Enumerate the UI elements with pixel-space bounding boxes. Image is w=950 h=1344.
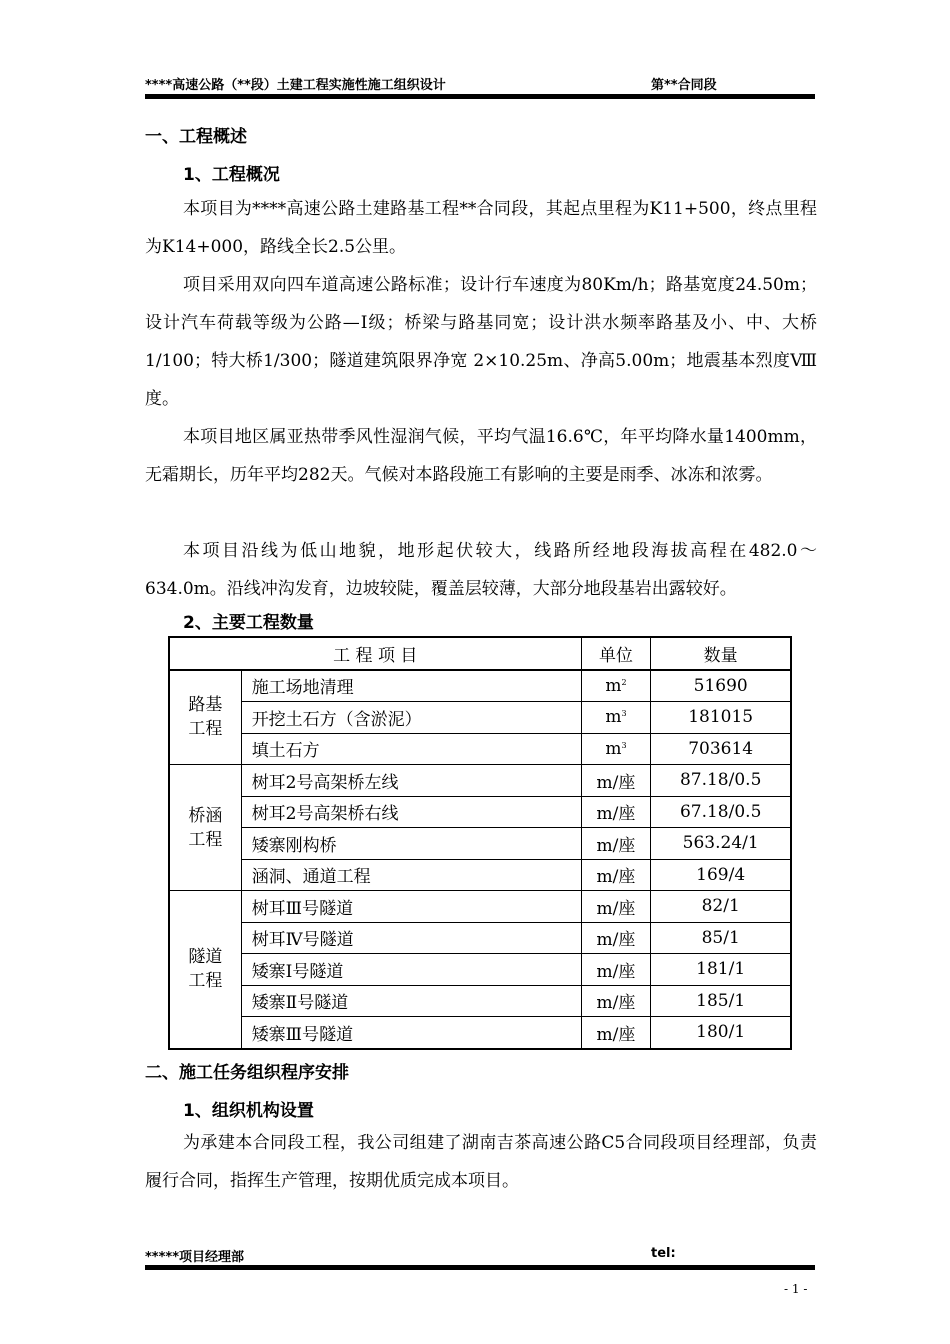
item-cell: 树耳2号高架桥右线 bbox=[241, 796, 581, 828]
section-heading-1: 一、工程概述 bbox=[145, 127, 247, 147]
quantity-cell: 51690 bbox=[651, 670, 791, 702]
subheading-overview: 1、工程概况 bbox=[183, 165, 280, 185]
subheading-organization: 1、组织机构设置 bbox=[183, 1101, 314, 1121]
unit-superscript: 3 bbox=[621, 740, 627, 750]
table-row bbox=[169, 796, 791, 828]
table-row bbox=[169, 1017, 791, 1049]
unit-text: m/座 bbox=[596, 993, 636, 1014]
unit-cell bbox=[581, 859, 651, 891]
category-cell: 路基 工程 bbox=[169, 670, 241, 765]
table-row bbox=[169, 702, 791, 734]
table-row bbox=[169, 922, 791, 954]
unit-text: m/座 bbox=[596, 1024, 636, 1045]
quantity-cell: 180/1 bbox=[651, 1017, 791, 1049]
unit-cell bbox=[581, 796, 651, 828]
unit-text: m/座 bbox=[596, 961, 636, 982]
unit-cell bbox=[581, 702, 651, 734]
header-title: ****高速公路（**段）土建工程实施性施工组织设计 bbox=[145, 78, 446, 93]
header-unit: 单位 bbox=[581, 637, 651, 670]
table-row bbox=[169, 733, 791, 765]
quantity-cell: 67.18/0.5 bbox=[651, 796, 791, 828]
category-cell: 隧道 工程 bbox=[169, 891, 241, 1049]
paragraph-standards: 项目采用双向四车道高速公路标准；设计行车速度为80Km/h；路基宽度24.50m；设计汽车荷载等级为公路—Ⅰ级；桥梁与路基同宽；设计洪水频率路基及小、中、大桥1/100；特大桥1/300；隧道建筑限界净宽 2×10.25m、净高5.00m；地震基本烈度Ⅷ度。 bbox=[145, 275, 817, 409]
unit-cell bbox=[581, 1017, 651, 1049]
table-row bbox=[169, 985, 791, 1017]
item-cell: 施工场地清理 bbox=[241, 670, 581, 702]
header-qty: 数量 bbox=[651, 637, 791, 670]
unit-cell bbox=[581, 922, 651, 954]
unit-text: m/座 bbox=[596, 772, 636, 793]
subheading-quantities: 2、主要工程数量 bbox=[183, 613, 314, 633]
unit-superscript: 3 bbox=[621, 709, 627, 719]
table-body bbox=[169, 670, 791, 1049]
table-row bbox=[169, 765, 791, 797]
unit-text: m bbox=[605, 707, 622, 728]
item-cell: 填土石方 bbox=[241, 733, 581, 765]
item-cell: 矮寨Ⅱ号隧道 bbox=[241, 985, 581, 1017]
page-footer bbox=[145, 1244, 815, 1266]
quantity-cell: 563.24/1 bbox=[651, 828, 791, 860]
unit-cell bbox=[581, 733, 651, 765]
item-cell: 树耳Ⅲ号隧道 bbox=[241, 891, 581, 923]
table-row bbox=[169, 891, 791, 923]
unit-cell bbox=[581, 765, 651, 797]
footer-tel: tel: bbox=[651, 1246, 676, 1261]
quantity-cell: 181/1 bbox=[651, 954, 791, 986]
header-rule bbox=[145, 94, 815, 99]
item-cell: 矮寨Ⅰ号隧道 bbox=[241, 954, 581, 986]
table-row bbox=[169, 859, 791, 891]
unit-text: m bbox=[605, 675, 622, 696]
unit-cell bbox=[581, 891, 651, 923]
paragraph-terrain: 本项目沿线为低山地貌，地形起伏较大，线路所经地段海拔高程在482.0～634.0m。沿线冲沟发育，边坡较陡，覆盖层较薄，大部分地段基岩出露较好。 bbox=[145, 541, 817, 599]
section-heading-2: 二、施工任务组织程序安排 bbox=[145, 1063, 349, 1083]
item-cell: 涵洞、通道工程 bbox=[241, 859, 581, 891]
quantity-cell: 82/1 bbox=[651, 891, 791, 923]
quantities-table bbox=[168, 636, 792, 1050]
quantity-cell: 169/4 bbox=[651, 859, 791, 891]
quantity-cell: 703614 bbox=[651, 733, 791, 765]
unit-cell bbox=[581, 828, 651, 860]
unit-text: m bbox=[605, 738, 622, 759]
quantity-cell: 87.18/0.5 bbox=[651, 765, 791, 797]
header-section: 第**合同段 bbox=[651, 78, 717, 93]
item-cell: 矮寨Ⅲ号隧道 bbox=[241, 1017, 581, 1049]
category-cell: 桥涵 工程 bbox=[169, 765, 241, 891]
unit-text: m/座 bbox=[596, 867, 636, 888]
unit-superscript: 2 bbox=[621, 677, 627, 687]
quantity-cell: 185/1 bbox=[651, 985, 791, 1017]
item-cell: 树耳2号高架桥左线 bbox=[241, 765, 581, 797]
table-row bbox=[169, 828, 791, 860]
unit-text: m/座 bbox=[596, 930, 636, 951]
page-number: - 1 - bbox=[784, 1282, 808, 1296]
paragraph-organization: 为承建本合同段工程，我公司组建了湖南吉茶高速公路C5合同段项目经理部，负责履行合同，指挥生产管理，按期优质完成本项目。 bbox=[145, 1133, 817, 1191]
header-item: 工 程 项 目 bbox=[169, 637, 581, 670]
unit-text: m/座 bbox=[596, 804, 636, 825]
item-cell: 树耳Ⅳ号隧道 bbox=[241, 922, 581, 954]
table-header-row bbox=[169, 637, 791, 670]
table-row bbox=[169, 670, 791, 702]
quantity-cell: 85/1 bbox=[651, 922, 791, 954]
paragraph-climate: 本项目地区属亚热带季风性湿润气候，平均气温16.6℃，年平均降水量1400mm，无霜期长，历年平均282天。气候对本路段施工有影响的主要是雨季、冰冻和浓雾。 bbox=[145, 427, 817, 485]
unit-cell bbox=[581, 985, 651, 1017]
footer-org: *****项目经理部 bbox=[145, 1250, 244, 1265]
unit-cell bbox=[581, 670, 651, 702]
paragraph-scope: 本项目为****高速公路土建路基工程**合同段，其起点里程为K11+500，终点里程为K14+000，路线全长2.5公里。 bbox=[145, 199, 817, 257]
item-cell: 开挖土石方（含淤泥） bbox=[241, 702, 581, 734]
table-row bbox=[169, 954, 791, 986]
quantity-cell: 181015 bbox=[651, 702, 791, 734]
item-cell: 矮寨刚构桥 bbox=[241, 828, 581, 860]
unit-text: m/座 bbox=[596, 898, 636, 919]
footer-rule bbox=[145, 1265, 815, 1270]
unit-cell bbox=[581, 954, 651, 986]
page-header bbox=[145, 72, 815, 94]
unit-text: m/座 bbox=[596, 835, 636, 856]
